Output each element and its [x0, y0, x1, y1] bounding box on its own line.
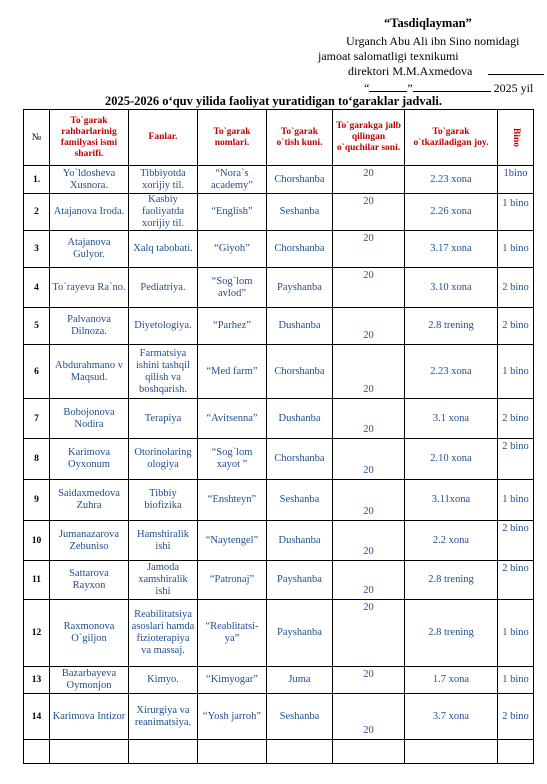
- cell-day: Seshanba: [267, 694, 333, 740]
- table-row: [24, 600, 534, 667]
- cell-num: 1.: [24, 166, 50, 194]
- cell-name: “Avitsenna”: [198, 399, 267, 439]
- cell-day: Chorshanba: [267, 439, 333, 480]
- table-row: [24, 667, 534, 694]
- cell-day: Chorshanba: [267, 231, 333, 268]
- table-row: [24, 345, 534, 399]
- cell-empty: [405, 740, 498, 764]
- approval-line-2: jamoat salomatligi texnikumi: [318, 49, 459, 63]
- cell-num: 4: [24, 268, 50, 308]
- cell-name: “Sog`lom xayot ”: [198, 439, 267, 480]
- cell-empty: [50, 740, 129, 764]
- header-building-label: Bino: [510, 127, 521, 148]
- cell-name: “Enshteyn”: [198, 480, 267, 521]
- cell-leader: Bazarbayeva Oymonjon: [50, 667, 129, 694]
- cell-students: 20: [333, 694, 405, 740]
- cell-empty: [198, 740, 267, 764]
- cell-num: 13: [24, 667, 50, 694]
- cell-name: “English”: [198, 194, 267, 231]
- cell-empty: [333, 740, 405, 764]
- cell-day: Dushanba: [267, 308, 333, 345]
- cell-day: Seshanba: [267, 194, 333, 231]
- cell-place: 3.7 xona: [405, 694, 498, 740]
- cell-place: 1.7 xona: [405, 667, 498, 694]
- cell-day: Payshanba: [267, 561, 333, 600]
- cell-num: 3: [24, 231, 50, 268]
- cell-place: 2.2 xona: [405, 521, 498, 561]
- cell-name: “Giyoh”: [198, 231, 267, 268]
- cell-empty: [498, 740, 534, 764]
- cell-num: 14: [24, 694, 50, 740]
- table-row: [24, 308, 534, 345]
- cell-students: 20: [333, 231, 405, 268]
- signature-line: [488, 74, 544, 75]
- cell-students: 20: [333, 561, 405, 600]
- cell-num: 6: [24, 345, 50, 399]
- cell-subject: Hamshiralik ishi: [129, 521, 198, 561]
- cell-name: “Kimyogar”: [198, 667, 267, 694]
- cell-day: Seshanba: [267, 480, 333, 521]
- approval-line-3: direktori M.M.Axmedova: [348, 64, 473, 78]
- date-mid-quote: ”: [407, 81, 413, 95]
- cell-building: 2 bino: [498, 694, 534, 740]
- cell-leader: Bobojonova Nodira: [50, 399, 129, 439]
- cell-num: 7: [24, 399, 50, 439]
- cell-place: 3.1 xona: [405, 399, 498, 439]
- cell-students: 20: [333, 667, 405, 694]
- header-leader: To`garak rahbarlarinig familyasi ismi sharifi.: [50, 110, 129, 166]
- cell-students: 20: [333, 600, 405, 667]
- cell-num: 9: [24, 480, 50, 521]
- cell-building: 2 bino: [498, 268, 534, 308]
- cell-building: 1 bino: [498, 231, 534, 268]
- cell-building: 2 bino: [498, 399, 534, 439]
- cell-students: 20: [333, 166, 405, 194]
- approval-block: [0, 0, 547, 100]
- cell-subject: Xirurgiya va reanimatsiya.: [129, 694, 198, 740]
- cell-leader: Raxmonova O`giljon: [50, 600, 129, 667]
- cell-name: “Reablitatsi-ya”: [198, 600, 267, 667]
- cell-students: 20: [333, 399, 405, 439]
- table-row: [24, 231, 534, 268]
- cell-leader: Palvanova Dilnoza.: [50, 308, 129, 345]
- cell-subject: Terapiya: [129, 399, 198, 439]
- cell-leader: Yo`ldosheva Xusnora.: [50, 166, 129, 194]
- cell-place: 3.10 xona: [405, 268, 498, 308]
- cell-building: 1 bino: [498, 600, 534, 667]
- cell-subject: Kimyo.: [129, 667, 198, 694]
- cell-day: Dushanba: [267, 399, 333, 439]
- cell-subject: Pediatriya.: [129, 268, 198, 308]
- cell-students: 20: [333, 308, 405, 345]
- cell-students: 20: [333, 480, 405, 521]
- cell-students: 20: [333, 521, 405, 561]
- table-row: [24, 439, 534, 480]
- cell-empty: [267, 740, 333, 764]
- header-building: [498, 110, 534, 166]
- cell-name: “Naytengel”: [198, 521, 267, 561]
- date-day-blank: [369, 80, 407, 92]
- cell-num: 10: [24, 521, 50, 561]
- cell-leader: Jumanazarova Zebuniso: [50, 521, 129, 561]
- cell-name: “Nora`s academy”: [198, 166, 267, 194]
- cell-subject: Otorinolaring ologiya: [129, 439, 198, 480]
- cell-subject: Diyetologiya.: [129, 308, 198, 345]
- cell-students: 20: [333, 345, 405, 399]
- approval-date: [364, 80, 533, 95]
- cell-name: “Sog`lom avlod”: [198, 268, 267, 308]
- table-row: [24, 694, 534, 740]
- document-title: 2025-2026 o‘quv yilida faoliyat yuratidigan to‘garaklar jadvali.: [105, 94, 442, 108]
- cell-building: 2 bino: [498, 439, 534, 480]
- header-num: №: [24, 110, 50, 166]
- date-year: 2025 yil: [490, 81, 534, 95]
- cell-place: 3.11xona: [405, 480, 498, 521]
- cell-place: 2.8 trening: [405, 600, 498, 667]
- cell-place: 2.26 xona: [405, 194, 498, 231]
- cell-subject: Farmatsiya ishini tashqil qilish va boshqarish.: [129, 345, 198, 399]
- table-row: [24, 166, 534, 194]
- cell-students: 20: [333, 439, 405, 480]
- cell-subject: Tibbiyotda xorijiy til.: [129, 166, 198, 194]
- cell-place: 2.8 trening: [405, 308, 498, 345]
- cell-place: 2.23 xona: [405, 166, 498, 194]
- approval-line-1: Urganch Abu Ali ibn Sino nomidagi: [346, 34, 520, 48]
- cell-day: Chorshanba: [267, 345, 333, 399]
- cell-students: 20: [333, 268, 405, 308]
- header-students: To`garakga jalb qilingan o`quchilar soni.: [333, 110, 405, 166]
- table-row: [24, 194, 534, 231]
- cell-building: 1 bino: [498, 345, 534, 399]
- cell-empty: [24, 740, 50, 764]
- cell-num: 5: [24, 308, 50, 345]
- cell-building: 2 bino: [498, 521, 534, 561]
- cell-name: “Patronaj”: [198, 561, 267, 600]
- cell-leader: Saidaxmedova Zuhra: [50, 480, 129, 521]
- cell-day: Payshanba: [267, 600, 333, 667]
- cell-building: 1 bino: [498, 480, 534, 521]
- cell-place: 2.23 xona: [405, 345, 498, 399]
- cell-name: “Parhez”: [198, 308, 267, 345]
- cell-leader: Atajanova Iroda.: [50, 194, 129, 231]
- cell-name: “Med farm”: [198, 345, 267, 399]
- table-row: [24, 268, 534, 308]
- date-open-quote: “: [364, 81, 370, 95]
- cell-day: Chorshanba: [267, 166, 333, 194]
- cell-num: 11: [24, 561, 50, 600]
- table-row: [24, 480, 534, 521]
- date-month-blank: [413, 80, 491, 92]
- cell-subject: Xalq tabobati.: [129, 231, 198, 268]
- cell-day: Dushanba: [267, 521, 333, 561]
- cell-num: 2: [24, 194, 50, 231]
- table-row: [24, 399, 534, 439]
- cell-building: 1 bino: [498, 667, 534, 694]
- header-subject: Fanlar.: [129, 110, 198, 166]
- cell-subject: Tibbiy biofizika: [129, 480, 198, 521]
- cell-building: 1 bino: [498, 194, 534, 231]
- cell-subject: Jamoda xamshiralik ishi: [129, 561, 198, 600]
- cell-place: 2.10 xona: [405, 439, 498, 480]
- cell-leader: Karimova Oyxonum: [50, 439, 129, 480]
- cell-place: 3.17 xona: [405, 231, 498, 268]
- cell-day: Juma: [267, 667, 333, 694]
- cell-name: “Yosh jarroh”: [198, 694, 267, 740]
- cell-leader: To`rayeva Ra`no.: [50, 268, 129, 308]
- cell-leader: Atajanova Gulyor.: [50, 231, 129, 268]
- cell-subject: Reabilitatsiya asoslari hamda fizioterapiya va massaj.: [129, 600, 198, 667]
- header-place: To`garak o`tkaziladigan joy.: [405, 110, 498, 166]
- header-name: To`garak nomlari.: [198, 110, 267, 166]
- approval-title: “Tasdiqlayman”: [384, 16, 472, 30]
- cell-place: 2.8 trening: [405, 561, 498, 600]
- cell-building: 2 bino: [498, 308, 534, 345]
- table-row: [24, 561, 534, 600]
- table-header-row: [24, 110, 534, 166]
- cell-leader: Abdurahmano v Maqsud.: [50, 345, 129, 399]
- table-row: [24, 521, 534, 561]
- header-day: To`garak o`tish kuni.: [267, 110, 333, 166]
- cell-building: 2 bino: [498, 561, 534, 600]
- cell-leader: Sattarova Rayxon: [50, 561, 129, 600]
- cell-building: 1bino: [498, 166, 534, 194]
- cell-students: 20: [333, 194, 405, 231]
- cell-day: Payshanba: [267, 268, 333, 308]
- table-row-empty: [24, 740, 534, 764]
- cell-num: 8: [24, 439, 50, 480]
- clubs-table: [23, 109, 534, 764]
- cell-leader: Karimova Intizor: [50, 694, 129, 740]
- cell-subject: Kasbiy faoliyatda xorijiy til.: [129, 194, 198, 231]
- cell-num: 12: [24, 600, 50, 667]
- cell-empty: [129, 740, 198, 764]
